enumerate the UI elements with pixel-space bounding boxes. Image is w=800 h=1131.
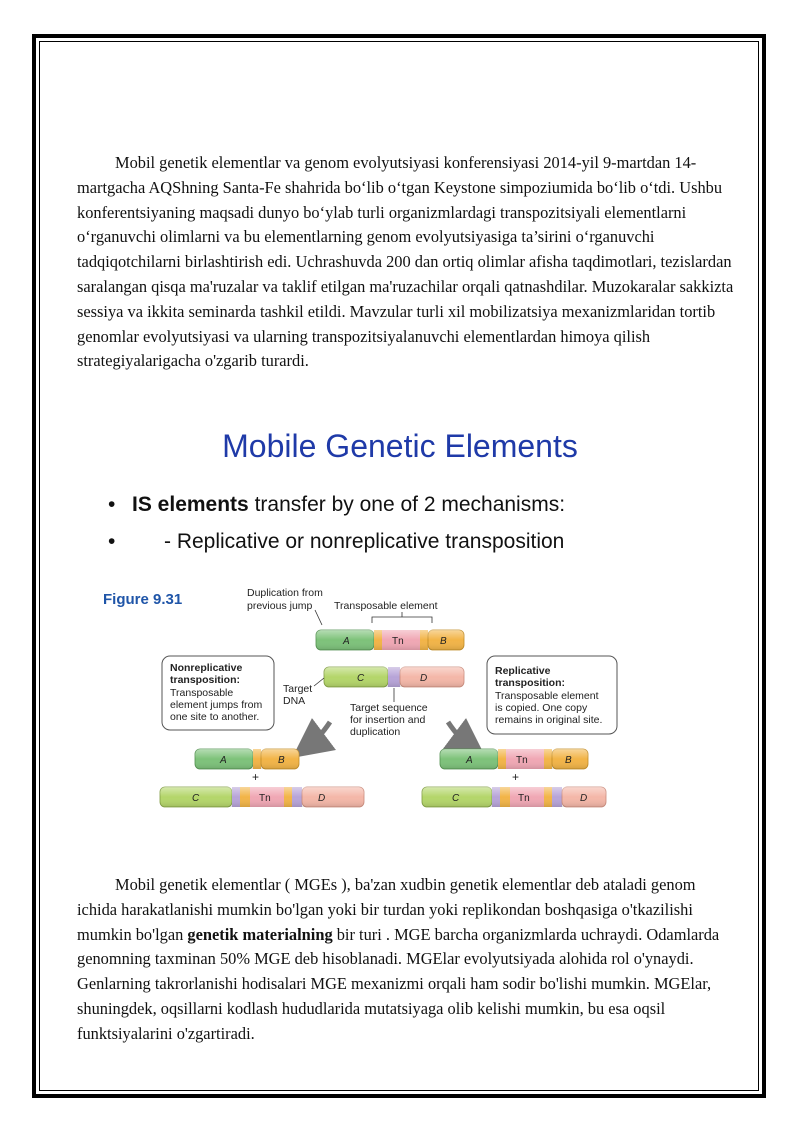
segment-tn-label: Tn <box>518 793 530 804</box>
transposable-element-bracket <box>372 612 432 623</box>
mge-paragraph-part2: bir turi . MGE barcha organizmlarda uchraydi. Odamlarda genomning taxminan 50% MGE deb hisoblanadi. MGElar evolyutsiyada alohida rol o'ynaydi. Genlarning takrorlanishi hodisalari MGE mexanizmi orqali ham sodir bo'lishi mumkin. MGElar, shuningdek, oqsillarni kodlash hududlarida mutatsiyaga olib kelishi mumkin, bu esa oqsil funktsiyalarini o'zgartiradi. <box>77 924 720 1043</box>
target-dna-label-line1: Target <box>283 683 313 695</box>
target-dna-pointer <box>314 678 324 686</box>
segment-d-label: D <box>580 793 588 804</box>
transposable-element-label: Transposable element <box>334 600 438 612</box>
mge-paragraph <box>77 873 737 1047</box>
target-sequence-label-line1: Target sequence <box>350 702 428 714</box>
duplication-pointer-line <box>315 610 322 625</box>
segment-c-label: C <box>357 673 365 684</box>
dna-shade <box>324 667 464 687</box>
nonreplicative-body-line1: Transposable <box>170 687 234 699</box>
plus-sign: + <box>512 770 520 784</box>
segment-c-label: C <box>192 793 200 804</box>
slide-bullet-2-text: - Replicative or nonreplicative transposition <box>164 530 565 553</box>
segment-b-label: B <box>440 636 447 647</box>
nonreplicative-body-line3: one site to another. <box>170 711 260 723</box>
nonreplicative-title-line1: Nonreplicative <box>170 662 243 674</box>
slide-bullet-1-rest: transfer by one of 2 mechanisms: <box>248 493 566 516</box>
segment-d-label: D <box>420 673 428 684</box>
segment-c-label: C <box>452 793 460 804</box>
mge-paragraph-bold: genetik materialning <box>187 924 333 944</box>
replicative-result <box>422 749 606 807</box>
figure-label: Figure 9.31 <box>103 591 183 608</box>
dna-shade <box>422 787 606 807</box>
nonreplicative-result <box>160 749 364 807</box>
segment-a-label: A <box>343 636 350 647</box>
segment-tn-label: Tn <box>516 755 528 766</box>
slide-bullet-1-bold: IS elements <box>132 493 249 516</box>
replicative-callout <box>487 656 617 734</box>
slide-title: Mobile Genetic Elements <box>222 428 578 464</box>
target-sequence-label-line2: for insertion and <box>350 714 426 726</box>
replicative-title-line1: Replicative <box>495 665 551 677</box>
segment-b-label: B <box>278 755 285 766</box>
bullet-dot: • <box>108 493 116 516</box>
duplication-label-line1: Duplication from <box>247 587 323 599</box>
nonreplicative-title-line2: transposition: <box>170 674 240 686</box>
arrow-to-replicative <box>448 722 470 746</box>
segment-a-label: A <box>466 755 473 766</box>
target-dna-label-line2: DNA <box>283 695 306 707</box>
nonreplicative-body-line2: element jumps from <box>170 699 263 711</box>
replicative-body-line1: Transposable element <box>495 690 599 702</box>
segment-tn-label: Tn <box>392 636 404 647</box>
bullet-dot: • <box>108 530 116 553</box>
transposition-figure <box>60 420 740 840</box>
target-sequence-label-line3: duplication <box>350 726 401 738</box>
segment-a-label: A <box>220 755 227 766</box>
arrow-to-nonreplicative <box>308 722 330 746</box>
slide-image <box>60 420 740 840</box>
replicative-body-line2: is copied. One copy <box>495 702 588 714</box>
plus-sign: + <box>252 770 260 784</box>
mge-paragraph-part1: Mobil genetik elementlar ( MGEs ), ba'zan xudbin genetik elementlar deb ataladi genom ichida harakatlanishi mumkin bo'lgan yoki bir turdan yoki replikondan boshqasiga o'tkazilishi mumkin bo'lgan <box>77 875 696 944</box>
replicative-title-line2: transposition: <box>495 677 565 689</box>
segment-d-label: D <box>318 793 326 804</box>
segment-tn-label: Tn <box>259 793 271 804</box>
dna-original <box>316 630 464 650</box>
duplication-label-line2: previous jump <box>247 600 313 612</box>
segment-b-label: B <box>565 755 572 766</box>
dna-target <box>324 667 464 687</box>
replicative-body-line3: remains in original site. <box>495 714 603 726</box>
intro-paragraph-text: Mobil genetik elementlar va genom evolyutsiyasi konferensiyasi 2014-yil 9-martdan 14-martgacha AQShning Santa-Fe shahrida bo‘lib o‘tgan Keystone simpoziumida bo‘lib o‘tdi. Ushbu konferentsiyaning maqsadi dunyo bo‘ylab turli organizmlardagi transpozitsiyali elementlarni o‘rganuvchi olimlarni va bu elementlarning genom evolyutsiyasiga ta’sirini o‘rganuvchi tadqiqotchilarni birlashtirish edi. Uchrashuvda 200 dan ortiq olimlar afisha taqdimotlari, tezislardan saralangan qisqa ma'ruzalar va taklif etilgan ma'ruzachilar orqali qatnashdilar. Muzokaralar sakkizta sessiya va ikkita seminarda tashkil etildi. Mavzular turli xil mobilizatsiya mexanizmlaridan tortib genomlar evolyutsiyasi va ularning transpozitsiyalanuvchi elementlardan himoya qilish strategiyalarigacha o'zgarib turardi. <box>77 153 734 371</box>
intro-paragraph <box>77 151 737 374</box>
nonreplicative-callout <box>162 656 274 730</box>
